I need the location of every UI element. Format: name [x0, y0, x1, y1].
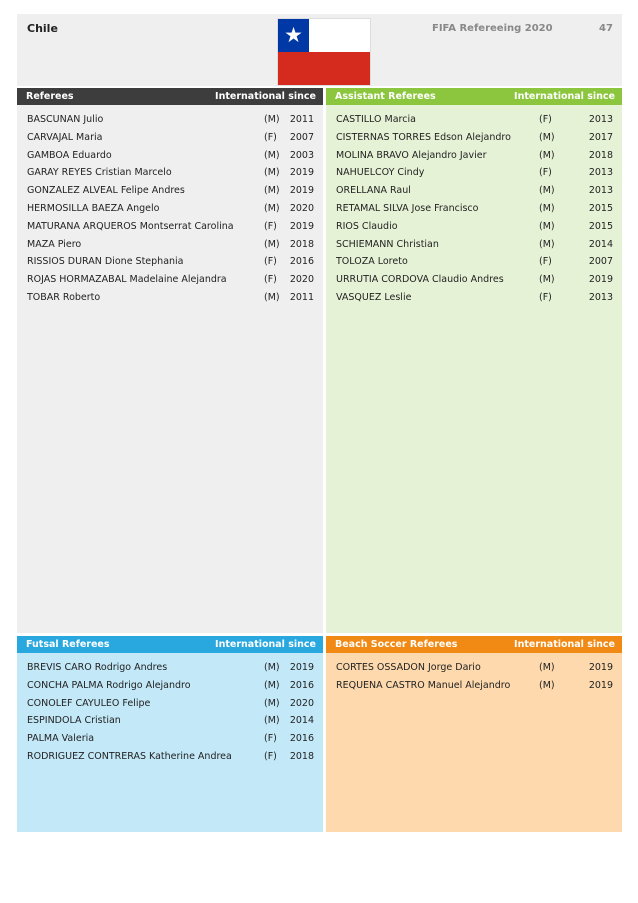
referee-gender: (M) [264, 291, 280, 303]
international-since-year: 2007 [588, 256, 613, 268]
list-item [17, 677, 323, 695]
referee-name: CISTERNAS TORRES Edson Alejandro [336, 131, 511, 143]
referee-gender: (F) [264, 131, 277, 143]
assistant-referees-panel-header [326, 88, 622, 105]
international-since-year: 2019 [588, 274, 613, 286]
list-item [17, 289, 323, 307]
futsal-referees-list [17, 653, 323, 766]
referee-gender: (M) [539, 149, 555, 161]
list-item [326, 147, 622, 165]
referee-name: CONCHA PALMA Rodrigo Alejandro [27, 679, 191, 691]
referee-gender: (M) [264, 185, 280, 197]
referee-gender: (M) [264, 238, 280, 250]
list-item [17, 218, 323, 236]
list-item [17, 200, 323, 218]
referee-gender: (M) [264, 662, 280, 673]
list-item [17, 712, 323, 730]
referee-name: TOBAR Roberto [27, 291, 101, 303]
list-item [17, 748, 323, 766]
list-item [17, 659, 323, 677]
referee-name: GARAY REYES Cristian Marcelo [27, 167, 172, 179]
referee-gender: (M) [264, 715, 280, 727]
beach-soccer-referees-list [326, 653, 622, 695]
referee-gender: (M) [264, 202, 280, 214]
list-item [326, 129, 622, 147]
assistant-referees-since-label: International since [514, 91, 615, 102]
referee-gender: (F) [264, 274, 277, 286]
referees-list [17, 105, 323, 307]
list-item [326, 236, 622, 254]
referee-gender: (M) [264, 167, 280, 179]
referee-name: CASTILLO Marcia [336, 114, 416, 125]
referees-panel [17, 88, 323, 633]
referee-name: MAZA Piero [27, 238, 82, 250]
international-since-year: 2013 [588, 185, 613, 197]
international-since-year: 2019 [588, 679, 613, 691]
referee-gender: (M) [539, 662, 555, 673]
international-since-year: 2019 [588, 662, 613, 673]
international-since-year: 2014 [289, 715, 314, 727]
international-since-year: 2020 [289, 274, 314, 286]
referee-gender: (M) [539, 238, 555, 250]
international-since-year: 2016 [289, 679, 314, 691]
international-since-year: 2019 [289, 662, 314, 673]
list-item [326, 182, 622, 200]
referee-name: CORTES OSSADON Jorge Dario [336, 662, 481, 673]
referee-name: BREVIS CARO Rodrigo Andres [27, 662, 168, 673]
list-item [326, 218, 622, 236]
international-since-year: 2019 [289, 185, 314, 197]
referee-name: ORELLANA Raul [336, 185, 411, 197]
referee-name: VASQUEZ Leslie [336, 291, 412, 303]
referee-name: CARVAJAL Maria [27, 131, 103, 143]
international-since-year: 2013 [588, 114, 613, 125]
referee-gender: (M) [539, 274, 555, 286]
international-since-year: 2013 [588, 167, 613, 179]
international-since-year: 2018 [289, 238, 314, 250]
list-item [326, 271, 622, 289]
referee-gender: (M) [264, 149, 280, 161]
referee-name: RODRIGUEZ CONTRERAS Katherine Andrea [27, 750, 232, 762]
flag-white-band [309, 19, 370, 52]
international-since-year: 2011 [289, 291, 314, 303]
referees-panel-header [17, 88, 323, 105]
beach-soccer-referees-panel [326, 636, 622, 832]
referee-gender: (F) [539, 167, 552, 179]
list-item [17, 730, 323, 748]
international-since-year: 2017 [588, 131, 613, 143]
international-since-year: 2011 [289, 114, 314, 125]
referee-name: ESPINDOLA Cristian [27, 715, 121, 727]
international-since-year: 2015 [588, 220, 613, 232]
referee-gender: (M) [264, 679, 280, 691]
referee-name: CONOLEF CAYULEO Felipe [27, 697, 151, 709]
referees-since-label: International since [215, 91, 316, 102]
referee-name: HERMOSILLA BAEZA Angelo [27, 202, 160, 214]
referee-name: BASCUNAN Julio [27, 114, 104, 125]
referee-name: RISSIOS DURAN Dione Stephania [27, 256, 184, 268]
referee-name: GONZALEZ ALVEAL Felipe Andres [27, 185, 185, 197]
futsal-referees-since-label: International since [215, 639, 316, 650]
international-since-year: 2020 [289, 697, 314, 709]
international-since-year: 2016 [289, 733, 314, 745]
referee-gender: (M) [539, 220, 555, 232]
list-item [326, 677, 622, 695]
list-item [17, 182, 323, 200]
referee-name: SCHIEMANN Christian [336, 238, 439, 250]
flag-red-band [278, 52, 370, 85]
referee-gender: (M) [539, 185, 555, 197]
futsal-referees-title: Futsal Referees [26, 639, 110, 650]
list-item [326, 200, 622, 218]
list-item [17, 236, 323, 254]
referee-gender: (M) [264, 697, 280, 709]
referee-gender: (F) [264, 733, 277, 745]
international-since-year: 2015 [588, 202, 613, 214]
referee-gender: (M) [264, 114, 280, 125]
international-since-year: 2019 [289, 220, 314, 232]
referee-name: RETAMAL SILVA Jose Francisco [336, 202, 479, 214]
referee-gender: (F) [539, 114, 552, 125]
country-name: Chile [27, 22, 58, 35]
international-since-year: 2018 [588, 149, 613, 161]
assistant-referees-list [326, 105, 622, 307]
referees-title: Referees [26, 91, 74, 102]
assistant-referees-panel [326, 88, 622, 633]
list-item [17, 695, 323, 713]
referee-gender: (F) [539, 291, 552, 303]
referee-name: RIOS Claudio [336, 220, 398, 232]
international-since-year: 2007 [289, 131, 314, 143]
referee-name: GAMBOA Eduardo [27, 149, 112, 161]
chile-flag-icon [277, 18, 371, 86]
international-since-year: 2018 [289, 750, 314, 762]
international-since-year: 2013 [588, 291, 613, 303]
list-item [17, 111, 323, 129]
list-item [17, 253, 323, 271]
beach-soccer-referees-panel-header [326, 636, 622, 653]
referee-gender: (M) [539, 202, 555, 214]
referee-gender: (M) [539, 679, 555, 691]
referee-gender: (F) [264, 750, 277, 762]
international-since-year: 2003 [289, 149, 314, 161]
beach-soccer-referees-title: Beach Soccer Referees [335, 639, 458, 650]
list-item [326, 289, 622, 307]
assistant-referees-title: Assistant Referees [335, 91, 436, 102]
referee-name: URRUTIA CORDOVA Claudio Andres [336, 274, 504, 286]
referee-name: ROJAS HORMAZABAL Madelaine Alejandra [27, 274, 227, 286]
list-item [326, 253, 622, 271]
futsal-referees-panel-header [17, 636, 323, 653]
publication-title: FIFA Refereeing 2020 [432, 23, 553, 34]
international-since-year: 2019 [289, 167, 314, 179]
list-item [326, 111, 622, 129]
referee-gender: (M) [539, 131, 555, 143]
referee-name: MOLINA BRAVO Alejandro Javier [336, 149, 487, 161]
international-since-year: 2020 [289, 202, 314, 214]
international-since-year: 2016 [289, 256, 314, 268]
list-item [17, 129, 323, 147]
referee-name: TOLOZA Loreto [336, 256, 408, 268]
referee-name: REQUENA CASTRO Manuel Alejandro [336, 679, 511, 691]
page-number: 47 [599, 23, 613, 34]
referee-gender: (F) [264, 256, 277, 268]
list-item [326, 164, 622, 182]
list-item [17, 271, 323, 289]
list-item [17, 147, 323, 165]
referee-name: PALMA Valeria [27, 733, 95, 745]
futsal-referees-panel [17, 636, 323, 832]
list-item [17, 164, 323, 182]
flag-star-icon: ★ [284, 23, 303, 47]
referee-name: MATURANA ARQUEROS Montserrat Carolina [27, 220, 234, 232]
referee-name: NAHUELCOY Cindy [336, 167, 425, 179]
international-since-year: 2014 [588, 238, 613, 250]
referee-gender: (F) [539, 256, 552, 268]
referee-gender: (F) [264, 220, 277, 232]
list-item [326, 659, 622, 677]
beach-soccer-referees-since-label: International since [514, 639, 615, 650]
